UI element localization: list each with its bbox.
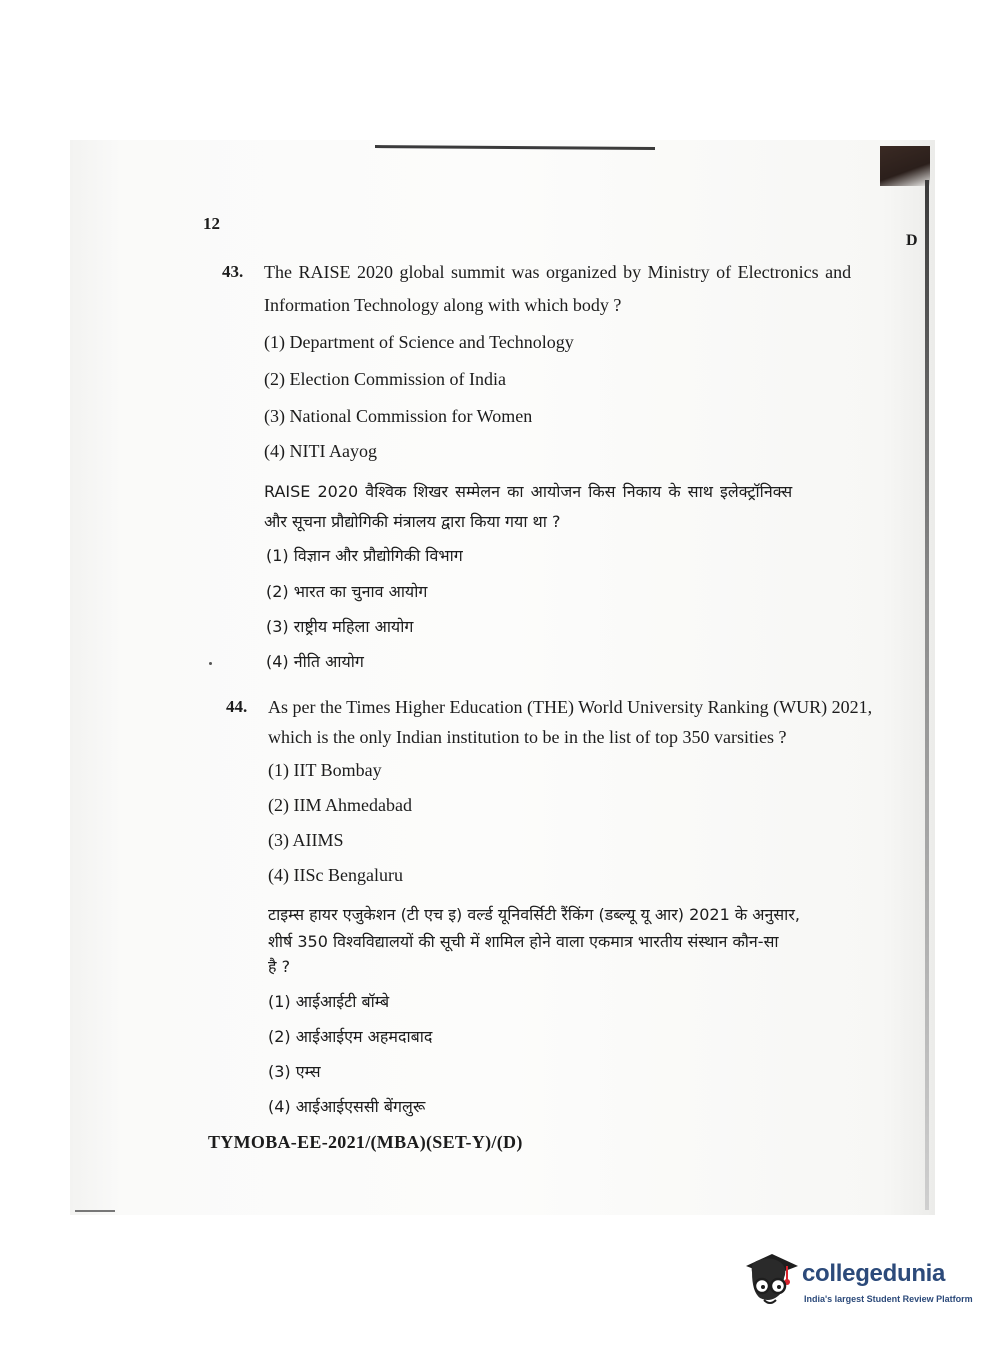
question-44-number: 44. <box>226 697 248 716</box>
set-letter: D <box>906 232 918 249</box>
question-44-option-4: (4) IISc Bengaluru <box>268 865 403 885</box>
question-44-hindi-option-1: (1) आईआईटी बॉम्बे <box>268 992 390 1011</box>
question-43-hindi-line-2: और सूचना प्रौद्योगिकी मंत्रालय द्वारा किया गया था ? <box>264 512 561 531</box>
question-43-hindi-option-3: (3) राष्ट्रीय महिला आयोग <box>266 617 414 636</box>
question-43-number: 43. <box>222 262 244 281</box>
question-43-hindi-option-1: (1) विज्ञान और प्रौद्योगिकी विभाग <box>266 546 463 565</box>
question-43-text-line-1: The RAISE 2020 global summit was organized by Ministry of Electronics and <box>264 262 852 282</box>
question-44-option-2: (2) IIM Ahmedabad <box>268 795 412 815</box>
question-43-hindi-option-4: (4) नीति आयोग <box>266 652 364 671</box>
collegedunia-logo[interactable] <box>742 1250 972 1320</box>
page-number: 12 <box>203 214 220 233</box>
question-43-option-4: (4) NITI Aayog <box>264 441 377 461</box>
mascot-icon <box>742 1250 800 1314</box>
question-44-hindi-line-1: टाइम्स हायर एजुकेशन (टी एच इ) वर्ल्ड यूनिवर्सिटी रैंकिंग (डब्ल्यू यू आर) 2021 के अनुसार, <box>268 905 800 924</box>
question-44-hindi-option-4: (4) आईआईएससी बेंगलुरू <box>268 1097 426 1116</box>
question-43-hindi-option-2: (2) भारत का चुनाव आयोग <box>266 582 428 601</box>
stray-mark <box>209 662 212 665</box>
question-44-hindi-line-2: शीर्ष 350 विश्वविद्यालयों की सूची में शामिल होने वाला एकमात्र भारतीय संस्थान कौन-सा <box>268 932 779 951</box>
question-43-option-3: (3) National Commission for Women <box>264 406 533 426</box>
question-44-hindi-option-3: (3) एम्स <box>268 1062 321 1081</box>
question-44-option-1: (1) IIT Bombay <box>268 760 382 780</box>
exam-code-footer: TYMOBA-EE-2021/(MBA)(SET-Y)/(D) <box>208 1132 523 1152</box>
page-corner-shadow <box>880 146 930 186</box>
question-44-text-line-1: As per the Times Higher Education (THE) World University Ranking (WUR) 2021, <box>268 697 873 717</box>
page-right-edge <box>925 180 929 1210</box>
question-43-option-2: (2) Election Commission of India <box>264 369 506 389</box>
question-44-hindi-line-3: है ? <box>268 957 291 976</box>
question-43-text-line-2: Information Technology along with which body ? <box>264 295 622 315</box>
question-43-option-1: (1) Department of Science and Technology <box>264 332 574 352</box>
question-44-text-line-2: which is the only Indian institution to be in the list of top 350 varsities ? <box>268 727 787 747</box>
logo-tagline: India's largest Student Review Platform <box>804 1294 973 1304</box>
question-44-option-3: (3) AIIMS <box>268 830 344 850</box>
page-bottom-edge <box>75 1210 115 1212</box>
logo-wordmark: collegedunia <box>802 1260 946 1287</box>
question-43-hindi-line-1: RAISE 2020 वैश्विक शिखर सम्मेलन का आयोजन किस निकाय के साथ इलेक्ट्रॉनिक्स <box>264 482 793 501</box>
question-44-hindi-option-2: (2) आईआईएम अहमदाबाद <box>268 1027 433 1046</box>
